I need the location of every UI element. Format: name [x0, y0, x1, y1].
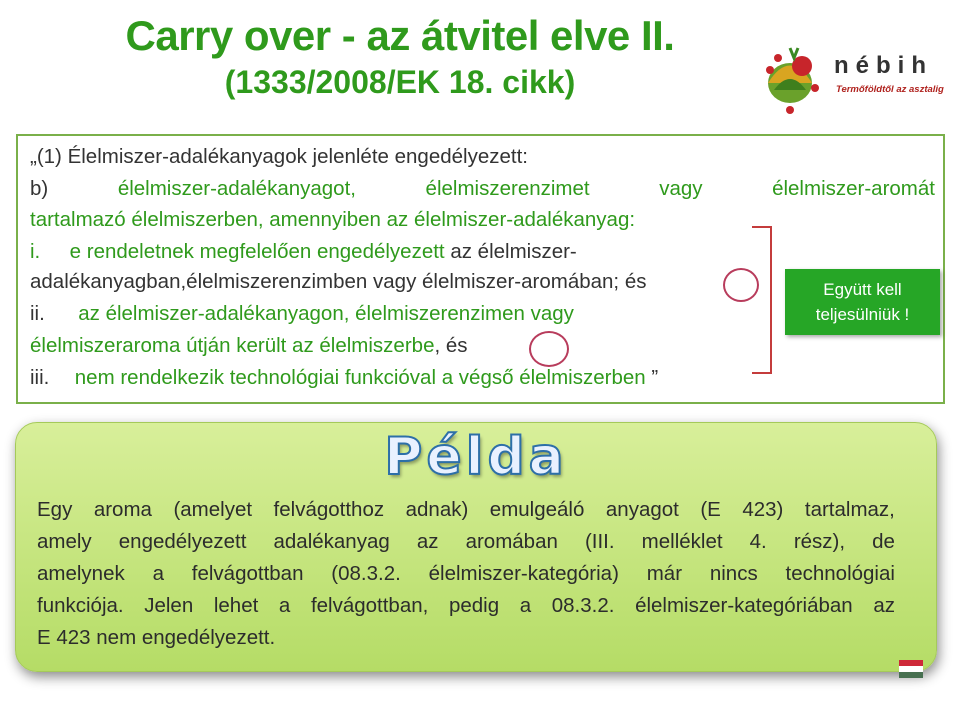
word: lehet — [213, 594, 259, 617]
word: (E — [700, 498, 721, 521]
and-circle-2 — [529, 331, 569, 367]
callout-line-1: Együtt kell — [823, 280, 902, 299]
item-ii-line-2 — [30, 334, 468, 358]
word: már — [646, 562, 683, 585]
word: a — [519, 594, 532, 617]
slide-title: Carry over - az átvitel elve II. — [125, 12, 675, 59]
word: nincs — [709, 562, 758, 585]
item-iii-number: iii. — [30, 366, 50, 389]
word: 08.3.2. — [551, 594, 615, 617]
word: felvágottban — [191, 562, 304, 585]
word: pedig — [448, 594, 500, 617]
word: technológiai — [785, 562, 895, 585]
word: engedélyezett — [118, 530, 247, 553]
word: 4. — [749, 530, 767, 553]
and-word-2: és — [445, 334, 468, 357]
word: az — [873, 594, 895, 617]
item-iii — [30, 366, 658, 390]
word: élelmiszer-adalékanyagot, — [117, 177, 356, 200]
callout-line-2: teljesülniük ! — [815, 305, 910, 324]
hungarian-flag-icon — [899, 660, 923, 678]
item-i-text: adalékanyagban,élelmiszerenzimben vagy élelmiszer-aromában; — [30, 270, 620, 293]
example-heading: Példa — [384, 427, 568, 487]
bracket-connector — [752, 226, 772, 374]
item-i-line-2 — [30, 270, 646, 294]
word: élelmiszer-aromát — [772, 177, 935, 200]
logo-emblem-icon — [760, 28, 835, 123]
item-i-highlight: e rendeletnek megfelelően engedélyezett — [69, 240, 445, 263]
close-quote: ” — [651, 366, 659, 389]
word: adnak) — [405, 498, 469, 521]
word: felvágotthoz — [273, 498, 385, 521]
word: funkciója. — [37, 594, 124, 617]
word: (amelyet — [173, 498, 253, 521]
word: amely — [37, 530, 92, 553]
word: de — [872, 530, 895, 553]
slide-subtitle: (1333/2008/EK 18. cikk) — [224, 64, 576, 100]
word: Jelen — [144, 594, 194, 617]
item-ii-highlight-2: élelmiszeraroma útján került az élelmiszerbe — [30, 334, 435, 357]
item-ii-number: ii. — [30, 302, 45, 325]
word: a — [278, 594, 291, 617]
item-ii — [30, 302, 574, 326]
example-line-5: E 423 nem engedélyezett. — [37, 626, 276, 649]
word: adalékanyag — [273, 530, 390, 553]
and-word-1: és — [624, 270, 647, 293]
word: élelmiszer-kategória) — [428, 562, 619, 585]
example-line-2 — [37, 530, 895, 554]
word: b) — [30, 177, 49, 200]
logo-word: nébih — [834, 52, 933, 79]
item-i-rest: az élelmiszer- — [444, 240, 577, 263]
word: amelynek — [37, 562, 125, 585]
word: élelmiszerenzimet — [425, 177, 590, 200]
word: anyagot — [605, 498, 679, 521]
regulation-line-1: „(1) Élelmiszer-adalékanyagok jelenléte engedélyezett: — [30, 145, 528, 168]
word: az — [416, 530, 439, 553]
word: (III. — [584, 530, 615, 553]
logo-tagline: Termőföldtől az asztalig — [836, 84, 944, 95]
example-line-4 — [37, 594, 895, 618]
word: (08.3.2. — [331, 562, 401, 585]
word: 423) — [742, 498, 784, 521]
item-iii-highlight: nem rendelkezik technológiai funkcióval a végső élelmiszerben — [74, 366, 646, 389]
word: a — [152, 562, 164, 585]
word: élelmiszer-kategóriában — [635, 594, 853, 617]
comma: , — [434, 334, 441, 357]
word: aroma — [93, 498, 152, 521]
item-i — [30, 240, 577, 264]
callout-box — [785, 269, 940, 335]
word: vagy — [659, 177, 703, 200]
word: melléklet — [641, 530, 723, 553]
word: Egy — [37, 498, 73, 521]
word: emulgeáló — [489, 498, 585, 521]
word: rész), — [793, 530, 846, 553]
regulation-line-3: tartalmazó élelmiszerben, amennyiben az élelmiszer-adalékanyag: — [30, 208, 636, 231]
word: aromában — [465, 530, 558, 553]
item-i-number: i. — [30, 240, 41, 263]
word: tartalmaz, — [804, 498, 895, 521]
example-line-3 — [37, 562, 895, 586]
example-line-1 — [37, 498, 895, 522]
item-ii-highlight: az élelmiszer-adalékanyagon, élelmiszerenzimen vagy — [78, 302, 574, 325]
regulation-line-2 — [30, 177, 935, 201]
nebih-logo — [760, 28, 955, 123]
word: felvágottban, — [310, 594, 429, 617]
